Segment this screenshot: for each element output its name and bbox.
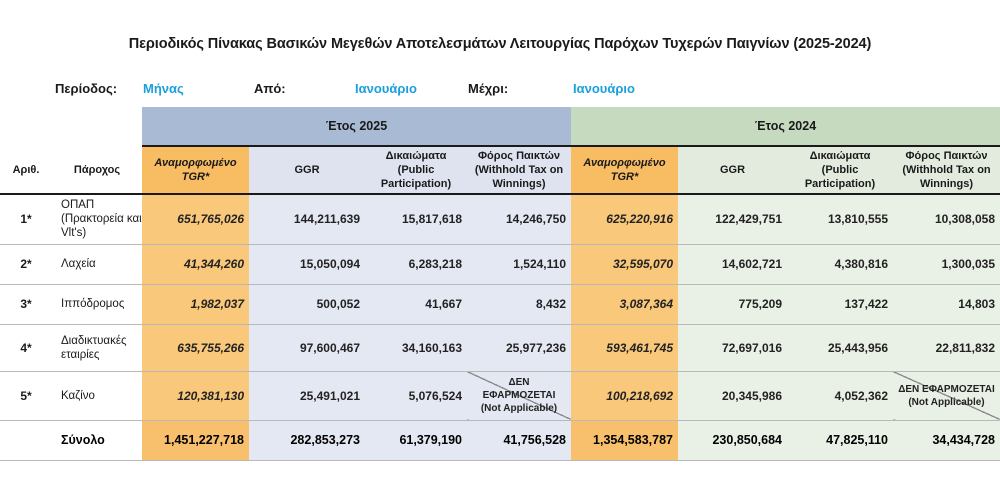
cell-tgr-2024: 593,461,745 [571, 324, 678, 371]
cell-ggr-2025: 144,211,639 [249, 194, 365, 244]
cell-total-tgr-2024: 1,354,583,787 [571, 420, 678, 460]
table-row-opap [0, 194, 1000, 244]
header-rights-2024: Δικαιώματα (Public Participation) [787, 146, 893, 194]
cell-provider: Καζίνο [52, 371, 142, 420]
table-row-horserace [0, 284, 1000, 324]
cell-total-label: Σύνολο [52, 420, 142, 460]
header-tax-2024: Φόρος Παικτών (Withhold Tax on Winnings) [893, 146, 1000, 194]
header-ggr-2024: GGR [678, 146, 787, 194]
cell-total-tax-2024: 34,434,728 [893, 420, 1000, 460]
to-month-select[interactable]: Ιανουάριο [573, 81, 635, 96]
cell-rights-2024: 25,443,956 [787, 324, 893, 371]
cell-ggr-2024: 20,345,986 [678, 371, 787, 420]
cell-tgr-2025: 651,765,026 [142, 194, 249, 244]
cell-num: 2* [0, 244, 52, 284]
cell-ggr-2025: 25,491,021 [249, 371, 365, 420]
cell-rights-2025: 6,283,218 [365, 244, 467, 284]
period-label: Περίοδος: [55, 81, 118, 96]
header-provider: Πάροχος [52, 146, 142, 194]
period-select[interactable]: Μήνας [143, 81, 184, 96]
cell-tax-2025-not-applicable: ΔΕΝ ΕΦΑΡΜΟΖΕΤΑΙ (Not Applicable) [467, 371, 571, 420]
year-band-row [0, 107, 1000, 146]
cell-tgr-2024: 625,220,916 [571, 194, 678, 244]
cell-ggr-2025: 15,050,094 [249, 244, 365, 284]
cell-total-rights-2025: 61,379,190 [365, 420, 467, 460]
to-label: Μέχρι: [468, 81, 509, 96]
table-row-casino [0, 371, 1000, 420]
cell-total-rights-2024: 47,825,110 [787, 420, 893, 460]
cell-rights-2025: 41,667 [365, 284, 467, 324]
cell-total-tgr-2025: 1,451,227,718 [142, 420, 249, 460]
cell-rights-2024: 4,380,816 [787, 244, 893, 284]
cell-tgr-2024: 3,087,364 [571, 284, 678, 324]
cell-rights-2025: 15,817,618 [365, 194, 467, 244]
cell-ggr-2024: 122,429,751 [678, 194, 787, 244]
cell-tgr-2024: 32,595,070 [571, 244, 678, 284]
cell-ggr-2025: 97,600,467 [249, 324, 365, 371]
cell-provider: Λαχεία [52, 244, 142, 284]
cell-rights-2025: 34,160,163 [365, 324, 467, 371]
cell-num: 4* [0, 324, 52, 371]
cell-tax-2024-not-applicable: ΔΕΝ ΕΦΑΡΜΟΖΕΤΑΙ (Not Applicable) [893, 371, 1000, 420]
cell-tax-2025: 25,977,236 [467, 324, 571, 371]
year-band-2025: Έτος 2025 [142, 107, 571, 146]
from-month-select[interactable]: Ιανουάριο [355, 81, 417, 96]
column-header-row [0, 146, 1000, 194]
cell-total-tax-2025: 41,756,528 [467, 420, 571, 460]
cell-rights-2024: 13,810,555 [787, 194, 893, 244]
cell-tax-2025: 1,524,110 [467, 244, 571, 284]
cell-num [0, 420, 52, 460]
table-row-online [0, 324, 1000, 371]
year-band-2024: Έτος 2024 [571, 107, 1000, 146]
cell-ggr-2024: 72,697,016 [678, 324, 787, 371]
header-tgr-2024: Αναμορφωμένο TGR* [571, 146, 678, 194]
cell-rights-2025: 5,076,524 [365, 371, 467, 420]
header-tgr-2025: Αναμορφωμένο TGR* [142, 146, 249, 194]
cell-tax-2024: 22,811,832 [893, 324, 1000, 371]
cell-total-ggr-2024: 230,850,684 [678, 420, 787, 460]
cell-provider: Ιππόδρομος [52, 284, 142, 324]
cell-tax-2024: 10,308,058 [893, 194, 1000, 244]
cell-provider: ΟΠΑΠ (Πρακτορεία και Vlt's) [52, 194, 142, 244]
cell-tax-2025: 14,246,750 [467, 194, 571, 244]
cell-tgr-2025: 1,982,037 [142, 284, 249, 324]
header-tax-2025: Φόρος Παικτών (Withhold Tax on Winnings) [467, 146, 571, 194]
cell-ggr-2024: 775,209 [678, 284, 787, 324]
table-row-total [0, 420, 1000, 460]
cell-tgr-2025: 120,381,130 [142, 371, 249, 420]
cell-tgr-2025: 41,344,260 [142, 244, 249, 284]
cell-num: 3* [0, 284, 52, 324]
cell-tax-2024: 14,803 [893, 284, 1000, 324]
cell-num: 1* [0, 194, 52, 244]
cell-provider: Διαδικτυακές εταιρίες [52, 324, 142, 371]
cell-tgr-2025: 635,755,266 [142, 324, 249, 371]
cell-ggr-2024: 14,602,721 [678, 244, 787, 284]
header-ggr-2025: GGR [249, 146, 365, 194]
header-rights-2025: Δικαιώματα (Public Participation) [365, 146, 467, 194]
from-label: Από: [254, 81, 286, 96]
filter-bar [0, 81, 1000, 97]
band-spacer [0, 107, 142, 146]
cell-total-ggr-2025: 282,853,273 [249, 420, 365, 460]
cell-rights-2024: 4,052,362 [787, 371, 893, 420]
cell-tax-2025: 8,432 [467, 284, 571, 324]
page-title: Περιοδικός Πίνακας Βασικών Μεγεθών Αποτελεσμάτων Λειτουργίας Παρόχων Τυχερών Παιγνίων (2025-2024) [128, 36, 872, 52]
cell-tgr-2024: 100,218,692 [571, 371, 678, 420]
header-num: Αριθ. [0, 146, 52, 194]
cell-ggr-2025: 500,052 [249, 284, 365, 324]
cell-tax-2024: 1,300,035 [893, 244, 1000, 284]
results-table [0, 107, 1000, 461]
cell-num: 5* [0, 371, 52, 420]
table-row-lottery [0, 244, 1000, 284]
cell-rights-2024: 137,422 [787, 284, 893, 324]
